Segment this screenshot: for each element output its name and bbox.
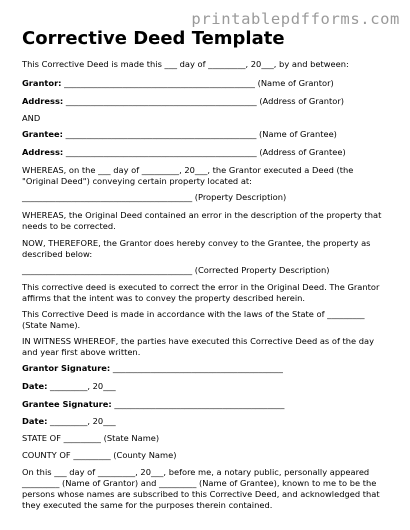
grantor-address-line bbox=[22, 96, 344, 107]
grantor-address-field: ______________________________________________ (Address of Grantor) bbox=[63, 96, 345, 106]
laws-paragraph: This Corrective Deed is made in accordance with the laws of the State of _________ (State Name). bbox=[22, 309, 365, 330]
witness-paragraph: IN WITNESS WHEREOF, the parties have executed this Corrective Deed as of the day and year first above written. bbox=[22, 336, 375, 357]
grantor-signature-line bbox=[22, 363, 283, 374]
grantee-field: ______________________________________________ (Name of Grantee) bbox=[62, 129, 337, 139]
grantee-signature-line bbox=[22, 399, 284, 410]
grantor-signature-field: _________________________________________ bbox=[110, 363, 283, 373]
grantor-field: ______________________________________________ (Name of Grantor) bbox=[61, 78, 334, 88]
executed-paragraph: This corrective deed is executed to correct the error in the Original Deed. The Grantor affirms that the intent was to convey the property described herein. bbox=[22, 282, 380, 303]
grantee-address-field: ______________________________________________ (Address of Grantee) bbox=[63, 147, 346, 157]
grantee-address-label: Address: bbox=[22, 147, 64, 157]
property-description-line: _________________________________________ (Property Description) bbox=[22, 192, 287, 202]
county-line: COUNTY OF _________ (County Name) bbox=[22, 450, 177, 460]
grantor-signature-label: Grantor Signature: bbox=[22, 363, 111, 373]
grantor-address-label: Address: bbox=[22, 96, 64, 106]
and-text: AND bbox=[22, 113, 41, 123]
watermark: printablepdfforms.com bbox=[191, 10, 400, 28]
grantor-date-line bbox=[22, 381, 116, 392]
grantee-signature-label: Grantee Signature: bbox=[22, 399, 112, 409]
grantee-line bbox=[22, 129, 337, 140]
grantor-line bbox=[22, 78, 334, 89]
whereas-error: WHEREAS, the Original Deed contained an error in the description of the property that needs to be corrected. bbox=[22, 210, 382, 231]
document-title: Corrective Deed Template bbox=[22, 28, 285, 49]
grantor-date-label: Date: bbox=[22, 381, 48, 391]
grantee-label: Grantee: bbox=[22, 129, 63, 139]
grantee-address-line bbox=[22, 147, 346, 158]
grantor-label: Grantor: bbox=[22, 78, 62, 88]
notary-paragraph: On this ___ day of _________, 20___, before me, a notary public, personally appeared _________ (Name of Grantor) and _________ (Name of Grantee), known to me to be the persons whose names are subscribed to this Corrective Deed, and acknowledged that they executed the same for the purposes therein contained. bbox=[22, 467, 380, 510]
state-line: STATE OF _________ (State Name) bbox=[22, 433, 160, 443]
grantee-signature-field: _________________________________________ bbox=[111, 399, 285, 409]
grantor-date-field: _________, 20___ bbox=[47, 381, 116, 391]
grantee-date-field: _________, 20___ bbox=[47, 416, 116, 426]
whereas-original-deed: WHEREAS, on the ___ day of _________, 20___, the Grantor executed a Deed (the "Original Deed") conveying certain property located at: bbox=[22, 165, 354, 186]
now-therefore: NOW, THEREFORE, the Grantor does hereby convey to the Grantee, the property as described below: bbox=[22, 238, 371, 259]
corrected-description-line: _________________________________________ (Corrected Property Description) bbox=[22, 265, 330, 275]
intro-line: This Corrective Deed is made this ___ day of _________, 20___, by and between: bbox=[22, 59, 349, 69]
grantee-date-label: Date: bbox=[22, 416, 48, 426]
grantee-date-line bbox=[22, 416, 116, 427]
